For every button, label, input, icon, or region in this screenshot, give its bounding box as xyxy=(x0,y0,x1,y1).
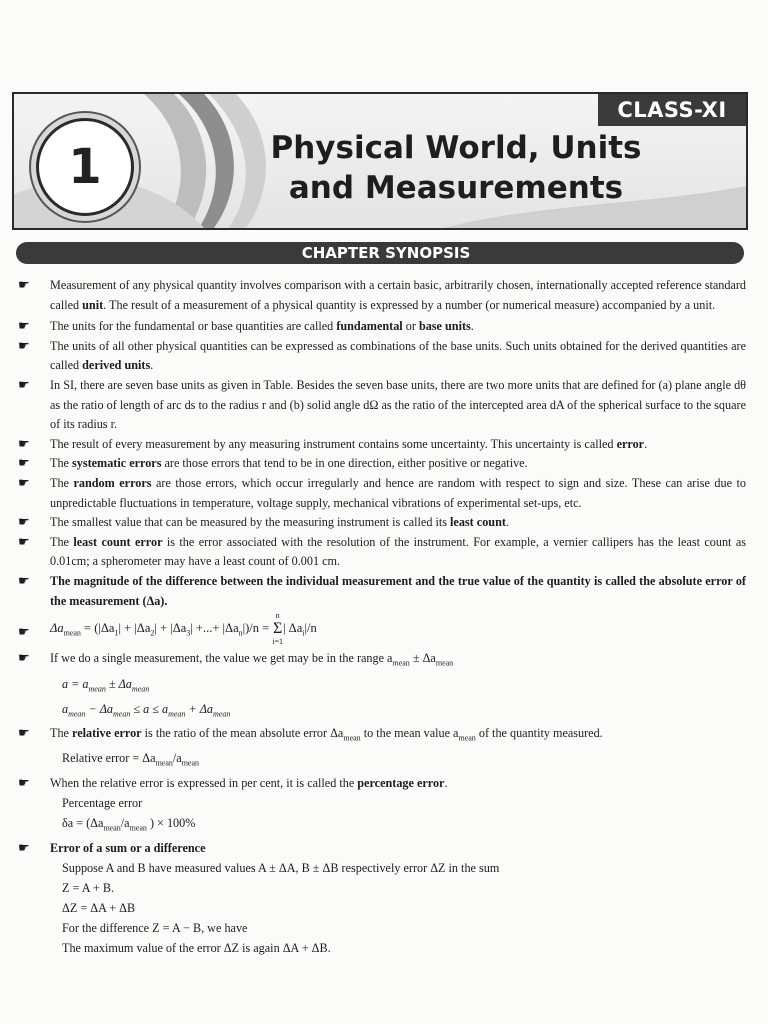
list-item: ☛ The relative error is the ratio of the mean absolute error $\Delta a_{mean}$ to the mean value $a_{mean}$ of the quantity measured. xyxy=(18,726,603,743)
percentage-error-label: Percentage error xyxy=(62,796,143,811)
list-item: ☛ Measurement of any physical quantity involves comparison with a certain basic, arbitrarily chosen, internationally accepted reference standard called unit. The result of a measurement of a physical quantity is expressed by a number (or numerical measure) accompanied by a unit. xyxy=(18,278,746,312)
difference-text: For the difference Z = A − B, we have xyxy=(62,921,248,936)
sum-equation: Z = A + B. xyxy=(62,881,115,896)
mean-absolute-error-formula: ☛ $\Delta a_{mean} = (|\Delta a_1| + |\Delta a_2| + |\Delta a_3|$ +...+ $|\Delta a_n|)/n = n$ Σ i=1| $\Delta a_i|/n$ xyxy=(0,611,768,649)
pointing-hand-icon: ☛ xyxy=(18,377,30,393)
range-formula: $a = a_{mean} \pm \Delta a_{mean}$ xyxy=(62,676,150,693)
list-item: ☛ The units of all other physical quantities can be expressed as combinations of the base units. Such units obtained for the derived quantities are called derived units. xyxy=(18,338,746,373)
pointing-hand-icon: ☛ xyxy=(18,319,30,335)
pointing-hand-icon: ☛ xyxy=(18,515,30,531)
class-badge: CLASS-XI xyxy=(598,94,746,126)
pointing-hand-icon: ☛ xyxy=(18,475,30,491)
chapter-title xyxy=(246,128,666,208)
percentage-error-formula: $\delta a = (\Delta a_{mean}/a_{mean}$ ) × 100% xyxy=(62,816,196,833)
chapter-title-line2: and Measurements xyxy=(288,170,624,206)
chapter-header xyxy=(12,92,748,230)
pointing-hand-icon: ☛ xyxy=(18,278,30,293)
list-item: ☛ The systematic errors are those errors that tend to be in one direction, either positive or negative. xyxy=(0,454,768,474)
sum-error-text: Suppose A and B have measured values A ± ΔA, B ± ΔB respectively error ΔZ in the sum xyxy=(62,861,500,876)
list-item: ☛ If we do a single measurement, the value we get may be in the range $a_{mean} \pm \Delta a_{mean}$ xyxy=(18,651,454,668)
pointing-hand-icon: ☛ xyxy=(18,775,30,791)
chapter-title-line1: Physical World, Units xyxy=(270,130,642,166)
synopsis-content xyxy=(0,276,768,958)
pointing-hand-icon: ☛ xyxy=(18,840,30,856)
pointing-hand-icon: ☛ xyxy=(18,338,30,354)
pointing-hand-icon: ☛ xyxy=(18,436,30,452)
sum-error-equation: ΔZ = ΔA + ΔB xyxy=(62,901,136,916)
max-error-text: The maximum value of the error ΔZ is again ΔA + ΔB. xyxy=(62,941,331,956)
list-item: ☛ In SI, there are seven base units as given in Table. Besides the seven base units, there are two more units that are defined for (a) plane angle dθ as the ratio of length of arc ds to the radius r and (b) solid angle dΩ as the ratio of the intercepted area dA of the spherical surface to the square of its radius r. xyxy=(18,377,746,432)
pointing-hand-icon: ☛ xyxy=(18,726,30,742)
pointing-hand-icon: ☛ xyxy=(18,573,30,589)
list-item: ☛ The units for the fundamental or base quantities are called fundamental or base units. xyxy=(0,317,768,337)
section-banner xyxy=(16,242,744,264)
inequality-formula: $a_{mean} - \Delta a_{mean} \le a \le a_{mean} + \Delta a_{mean}$ xyxy=(62,701,231,719)
list-item: ☛ Error of a sum or a difference xyxy=(0,839,768,859)
list-item: ☛ The result of every measurement by any measuring instrument contains some uncertainty. This uncertainty is called error. xyxy=(0,435,768,455)
list-item: ☛ When the relative error is expressed in per cent, it is called the percentage error. xyxy=(0,774,768,794)
list-item: ☛ The magnitude of the difference between the individual measurement and the true value of the quantity is called the absolute error of the measurement (Δa). xyxy=(18,573,746,608)
pointing-hand-icon: ☛ xyxy=(18,534,30,550)
pointing-hand-icon: ☛ xyxy=(18,625,30,641)
relative-error-formula: Relative error = $\Delta a_{mean}/a_{mean}$ xyxy=(62,751,200,768)
list-item: ☛ The least count error is the error associated with the resolution of the instrument. For example, a vernier callipers has the least count as 0.01cm; a spherometer may have a least count of 0.001 cm. xyxy=(18,534,746,569)
chapter-number: 1 xyxy=(36,118,134,216)
section-title: CHAPTER SYNOPSIS xyxy=(301,244,471,262)
pointing-hand-icon: ☛ xyxy=(18,651,30,667)
list-item: ☛ The random errors are those errors, which occur irregularly and hence are random with respect to sign and size. These can arise due to unpredictable fluctuations in temperature, voltage supply, mechanical vibrations of experimental set-ups, etc. xyxy=(18,475,746,510)
pointing-hand-icon: ☛ xyxy=(18,456,30,472)
list-item: ☛ The smallest value that can be measured by the measuring instrument is called its least count. xyxy=(0,513,768,533)
summation-symbol: n Σ i=1 xyxy=(272,611,284,647)
